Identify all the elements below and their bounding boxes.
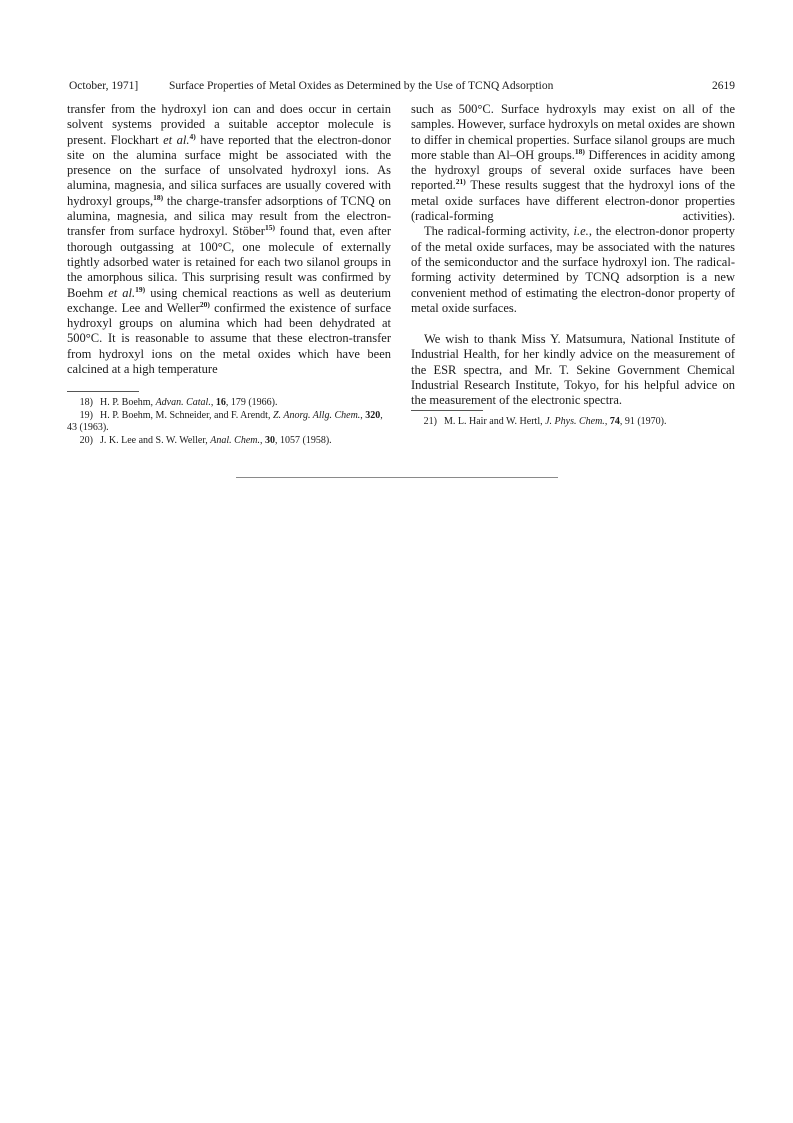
footnote-20: 20) J. K. Lee and S. W. Weller, Anal. Chem., 30, 1057 (1958). <box>79 434 332 446</box>
footnote-divider <box>411 410 483 411</box>
page-number: 2619 <box>712 80 735 92</box>
body-paragraph: transfer from the hydroxyl ion can and does occur in certain solvent systems provided a suitable acceptor molecule is present. Flockhart et al.$^{4)}$ have reported that the electron-donor site on the alumina surface might be associated with the presence on the surface of unsolvated hydroxyl ions. As alumina, magnesia, and silica surfaces are usually covered with hydroxyl groups,$^{18)}$ the charge-transfer adsorptions of TCNQ on alumina, magnesia, and silica may result from the electron-transfer from surface hydroxyl. Stöber$^{15)}$ found that, even after thorough outgassing at 100°C, one molecule of externally tightly adsorbed water is retained for each two silanol groups in the amorphous silica. This surprising result was confirmed by Boehm et al.$^{19)}$ using chemical reactions as well as deuterium exchange. Lee and Weller$^{20)}$ confirmed the existence of surface hydroxyl groups on alumina which had been dehydrated at 500°C. It is reasonable to assume that these electron-transfer from hydroxyl ions on the metal oxides which have been calcined at a high temperature <box>67 102 392 377</box>
left-column <box>67 102 391 447</box>
footnote-19: 19) H. P. Boehm, M. Schneider, and F. Arendt, Z. Anorg. Allg. Chem., 320, 43 (1963). <box>67 409 383 434</box>
footnote-21: 21) M. L. Hair and W. Hertl, J. Phys. Chem., 74, 91 (1970). <box>423 415 667 427</box>
body-paragraph: The radical-forming activity, i.e., the electron-donor property of the metal oxide surfaces, may be associated with the natures of the semiconductor and the surface hydroxyl ion. The radical-forming activity determined by TCNQ adsorption is a new convenient method of estimating the electron-donor property of metal oxide surfaces. <box>411 224 735 315</box>
footnote-divider <box>67 391 139 392</box>
right-column <box>411 102 735 428</box>
body-paragraph: such as 500°C. Surface hydroxyls may exist on all of the samples. However, surface hydroxyls on metal oxides are shown to differ in chemical properties. Surface silanol groups are much more stable than Al–OH groups.$^{18)}$ Differences in acidity among the hydroxyl groups of several oxide surfaces have been reported.$^{21)}$ These results suggest that the hydroxyl ions of the metal oxide surfaces have different electron-donor properties (radical-forming activities). <box>411 102 735 224</box>
header-date: October, 1971] <box>69 80 139 92</box>
end-of-article-rule <box>236 477 558 478</box>
footnote-18: 18) H. P. Boehm, Advan. Catal., 16, 179 (1966). <box>79 397 278 409</box>
header-title: Surface Properties of Metal Oxides as Determined by the Use of TCNQ Adsorption <box>169 80 554 92</box>
acknowledgement: We wish to thank Miss Y. Matsumura, National Institute of Industrial Health, for her kindly advice on the measurement of the ESR spectra, and Mr. T. Sekine Government Chemical Industrial Research Institute, Tokyo, for his helpful advice on the measurement of the electronic spectra. <box>411 332 735 408</box>
